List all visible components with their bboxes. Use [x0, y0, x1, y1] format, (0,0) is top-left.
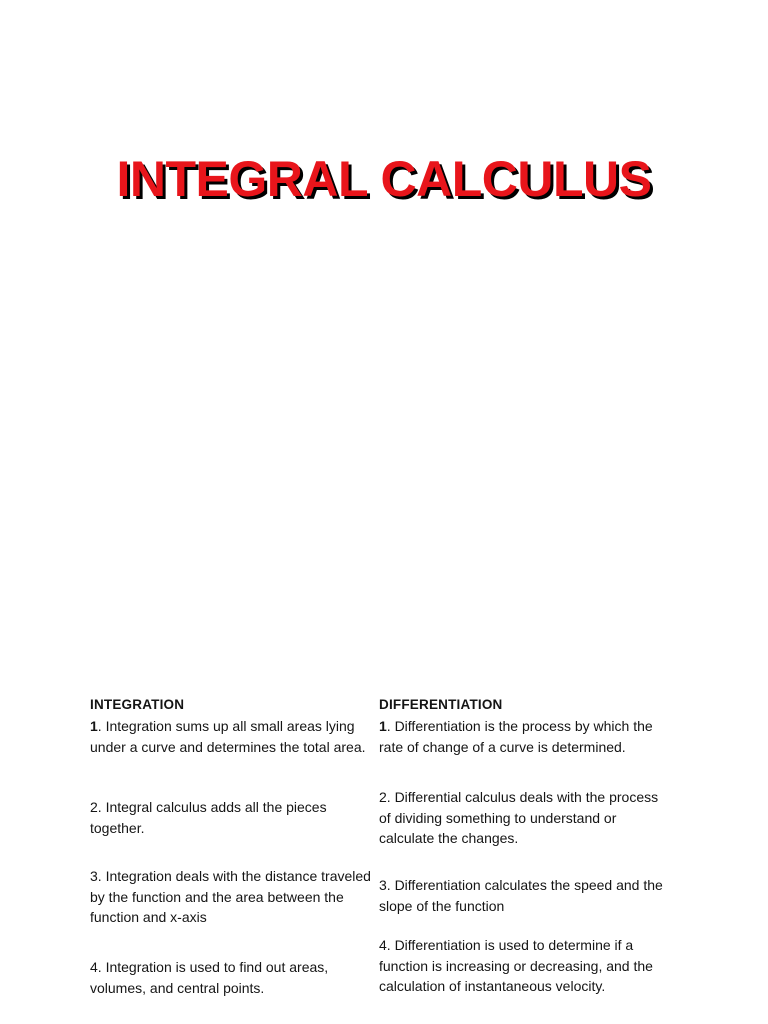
- point-text: 2. Differential calculus deals with the process of dividing something to understand or calculate the changes.: [379, 789, 659, 846]
- integration-point-3: [90, 866, 375, 928]
- integration-point-2: [90, 797, 375, 838]
- integration-point-1: [90, 716, 375, 757]
- point-text: 3. Differentiation calculates the speed and the slope of the function: [379, 877, 663, 914]
- differentiation-point-2: [379, 787, 664, 849]
- point-text: . Integration sums up all small areas lying under a curve and determines the total area.: [90, 718, 366, 755]
- point-number: 1: [379, 718, 387, 734]
- point-text: . Differentiation is the process by which the rate of change of a curve is determined.: [379, 718, 653, 755]
- integration-point-4: [90, 957, 375, 998]
- page-title: INTEGRAL CALCULUS: [116, 151, 652, 207]
- differentiation-point-1: [379, 716, 664, 757]
- point-text: 4. Integration is used to find out areas, volumes, and central points.: [90, 959, 329, 996]
- point-text: 4. Differentiation is used to determine if a function is increasing or decreasing, and the calculation of instantaneous velocity.: [379, 937, 653, 994]
- integration-column: [90, 695, 375, 996]
- differentiation-heading: DIFFERENTIATION: [379, 697, 503, 712]
- differentiation-point-3: [379, 875, 664, 916]
- differentiation-column: [379, 695, 664, 994]
- point-number: 1: [90, 718, 98, 734]
- point-text: 3. Integration deals with the distance traveled by the function and the area between the function and x-axis: [90, 868, 371, 925]
- differentiation-point-4: [379, 935, 664, 997]
- integration-heading: INTEGRATION: [90, 697, 185, 712]
- point-text: 2. Integral calculus adds all the pieces together.: [90, 799, 327, 836]
